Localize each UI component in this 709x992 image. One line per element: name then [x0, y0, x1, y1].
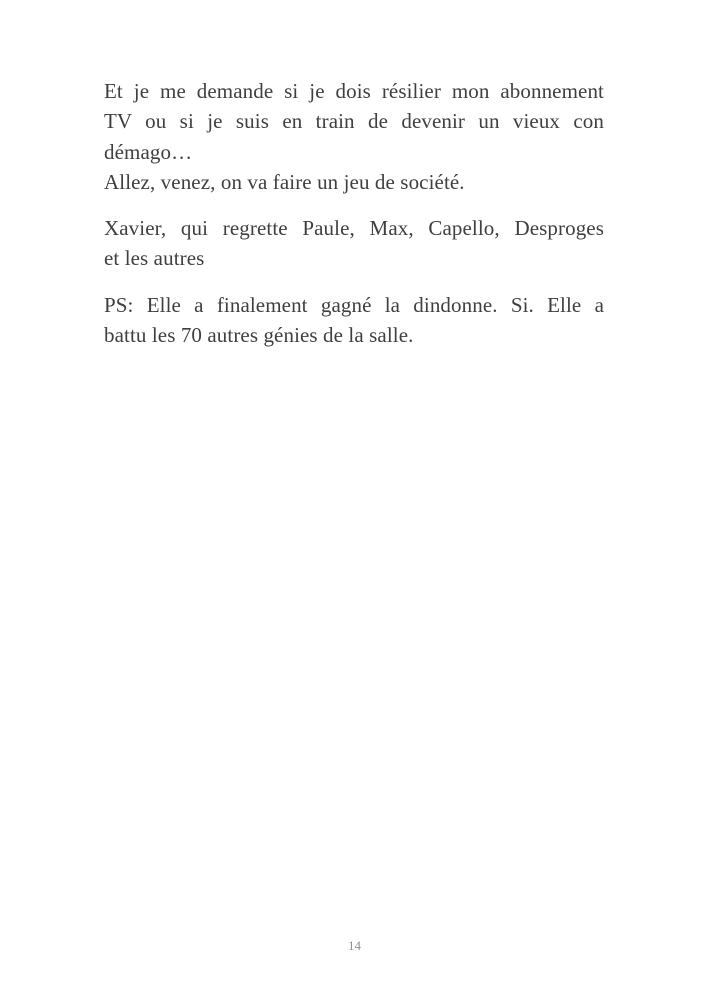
- text-line: PS: Elle a finalement gagné la dindonne. Si. Elle a: [104, 292, 604, 317]
- text-line: Et je me demande si je dois résilier mon abonnement: [104, 79, 604, 103]
- text-line: Allez, venez, on va faire un jeu de société.: [104, 169, 465, 194]
- paragraph-1: [104, 76, 604, 197]
- page-text: [104, 76, 604, 366]
- text-line: démago…: [104, 139, 193, 164]
- text-line: et les autres: [104, 246, 205, 271]
- text-line: TV ou si je suis en train de devenir un vieux con: [104, 109, 604, 134]
- text-line: battu les 70 autres génies de la salle.: [104, 323, 414, 348]
- page-number: 14: [348, 938, 361, 953]
- paragraph-3: [104, 290, 604, 351]
- text-line: Xavier, qui regrette Paule, Max, Capello, Desproges: [104, 216, 604, 241]
- paragraph-2: [104, 213, 604, 274]
